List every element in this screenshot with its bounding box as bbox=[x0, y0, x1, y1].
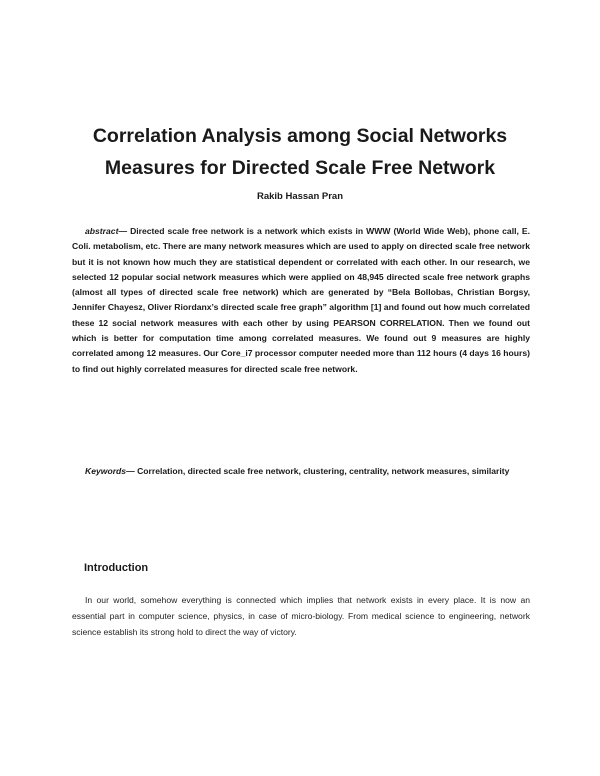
keywords-label: Keywords bbox=[85, 466, 127, 476]
keywords bbox=[72, 464, 530, 480]
abstract-label: abstract bbox=[85, 226, 119, 236]
abstract-separator: — bbox=[118, 226, 131, 236]
abstract-text: Directed scale free network is a network which exists in WWW (World Wide Web), phone call, E. Coli. metabolism, etc. There are many network measures which are used to apply on directed scale free network but it is not known how much they are statistical dependent or correlated with each other. In our research, we selected 12 popular social network measures which were applied on 48,945 directed scale free network graphs (almost all types of directed scale free network) which are generated by “Bela Bollobas, Christian Borgsy, Jennifer Chayesz, Oliver Riordanx’s directed scale free graph” algorithm [1] and found out how much correlated these 12 social network measures with each other by using PEARSON CORRELATION. Then we found out which is better for computation time among correlated measures. We found out 9 measures are highly correlated among 12 measures. Our Core_i7 processor computer needed more than 112 hours (4 days 16 hours) to find out highly correlated measures for directed scale free network. bbox=[72, 226, 531, 374]
keywords-text: Correlation, directed scale free network, clustering, centrality, network measures, similarity bbox=[137, 466, 510, 476]
paper-title: Correlation Analysis among Social Networks Measures for Directed Scale Free Network bbox=[92, 125, 508, 179]
introduction-heading: Introduction bbox=[84, 562, 149, 574]
author-name: Rakib Hassan Pran bbox=[256, 191, 344, 202]
keywords-separator: — bbox=[126, 466, 138, 476]
introduction-paragraph: In our world, somehow everything is connected which implies that network exists in every place. It is now an essential part in computer science, physics, in case of micro-biology. From medical science to engineering, network science establish its strong hold to direct the way of victory. bbox=[72, 595, 530, 637]
abstract bbox=[72, 224, 530, 377]
